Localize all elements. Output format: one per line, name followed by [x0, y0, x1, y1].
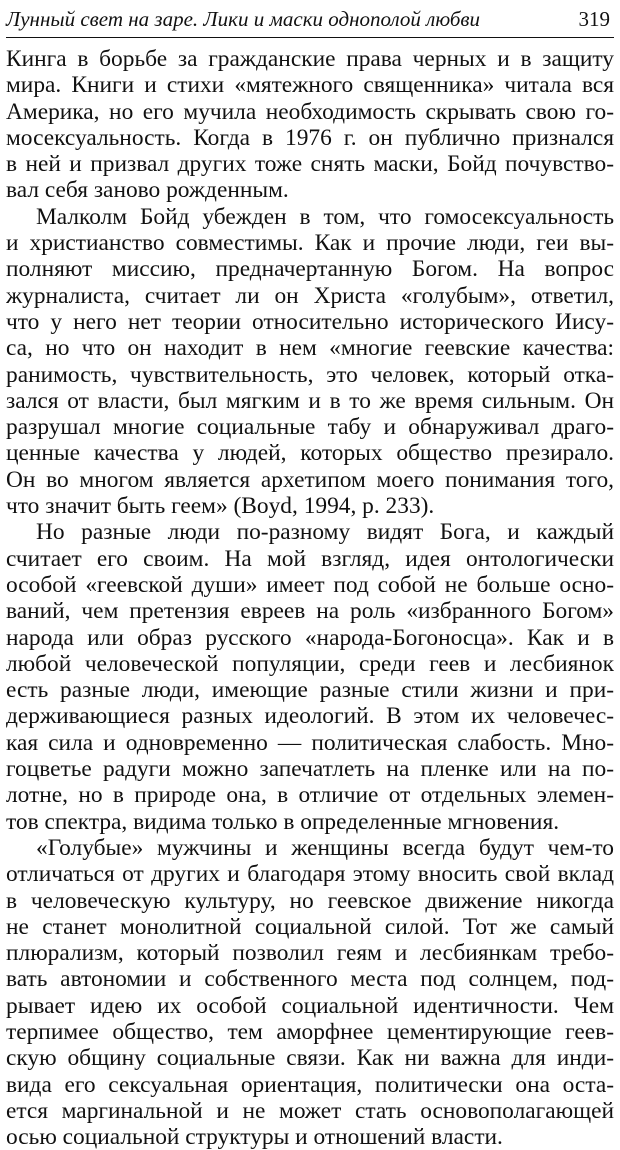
text-line: в человеческую культуру, но геевское движение никогда — [6, 887, 614, 914]
running-title: Лунный свет на заре. Лики и маски однополой любви — [6, 7, 481, 31]
text-line: особой «геевской души» имеет под собой не больше осно- — [6, 571, 614, 598]
text-line: «Голубые» мужчины и женщины всегда будут чем-то — [36, 834, 614, 861]
text-line: тов спектра, видима только в определенные мгновения. — [6, 808, 560, 835]
text-line: вал себя заново рожденным. — [6, 177, 289, 204]
text-line: не станет монолитной социальной силой. Тот же самый — [6, 913, 614, 940]
text-line: в ней и призвал других тоже снять маски, Бойд почувство- — [6, 151, 614, 178]
text-line: са, но что он находит в нем «многие геевские качества: — [6, 335, 614, 362]
text-line: зался от власти, был мягким и в то же время сильным. Он — [6, 387, 614, 414]
page-header — [6, 5, 614, 38]
text-line: плюрализм, который позволил геям и лесбиянкам требо- — [6, 940, 614, 967]
paragraph — [6, 204, 614, 520]
text-line: что у него нет теории относительно исторического Иису- — [6, 308, 614, 335]
text-line: ценные качества у людей, которых общество презирало. — [6, 440, 614, 467]
book-page — [6, 0, 614, 1150]
text-line: кая сила и одновременно — политическая слабость. Мно- — [6, 729, 614, 756]
text-line: Кинга в борьбе за гражданские права черных и в защиту — [6, 46, 614, 72]
text-line: лотне, но в природе она, в отличие от отдельных элемен- — [6, 782, 614, 809]
text-line: осью социальной структуры и отношений власти. — [6, 1124, 503, 1150]
text-line: ранимость, чувствительность, это человек, который отка- — [6, 361, 614, 388]
body-text — [6, 46, 614, 1150]
text-line: Америка, но его мучила необходимость скрывать свою го- — [6, 98, 614, 125]
text-line: скую общину социальные связи. Как ни важна для инди- — [6, 1045, 614, 1072]
text-line: журналиста, считает ли он Христа «голубым», ответил, — [6, 282, 614, 309]
text-line: мира. Книги и стихи «мятежного священника» читала вся — [6, 72, 614, 99]
paragraph — [6, 835, 614, 1150]
paragraph — [6, 519, 614, 835]
text-line: Малколм Бойд убежден в том, что гомосексуальность — [36, 203, 614, 230]
text-line: держивающиеся разных идеологий. В этом их человечес- — [6, 703, 614, 730]
text-line: полняют миссию, предначертанную Богом. На вопрос — [6, 256, 614, 283]
text-line: терпимее общество, тем аморфнее цементирующие геев- — [6, 1018, 614, 1045]
text-line: ется маргинальной и не может стать основополагающей — [6, 1097, 614, 1124]
text-line: считает его своим. На мой взгляд, идея онтологически — [6, 545, 614, 572]
text-line: Но разные люди по-разному видят Бога, и каждый — [36, 519, 614, 546]
page-number: 319 — [578, 7, 610, 31]
text-line: ваний, чем претензия евреев на роль «избранного Богом» — [6, 598, 614, 625]
text-line: рывает идею их особой социальной идентичности. Чем — [6, 992, 614, 1019]
text-line: вать автономии и собственного места под солнцем, под- — [6, 966, 614, 993]
paragraph — [6, 46, 614, 204]
text-line: есть разные люди, имеющие разные стили жизни и при- — [6, 677, 614, 704]
text-line: вида его сексуальная ориентация, политически она оста- — [6, 1071, 614, 1098]
text-line: Он во многом является архетипом моего понимания того, — [6, 466, 614, 493]
text-line: что значит быть геем» (Boyd, 1994, p. 233). — [6, 493, 435, 520]
text-line: любой человеческой популяции, среди геев и лесбиянок — [6, 650, 614, 677]
text-line: народа или образ русского «народа-Богоносца». Как и в — [6, 624, 614, 651]
text-line: мосексуальность. Когда в 1976 г. он публично признался — [6, 124, 614, 151]
text-line: гоцветье радуги можно запечатлеть на пленке или на по- — [6, 756, 614, 783]
text-line: отличаться от других и благодаря этому вносить свой вклад — [6, 861, 614, 888]
text-line: разрушал многие социальные табу и обнаруживал драго- — [6, 414, 614, 441]
text-line: и христианство совместимы. Как и прочие люди, геи вы- — [6, 230, 614, 257]
